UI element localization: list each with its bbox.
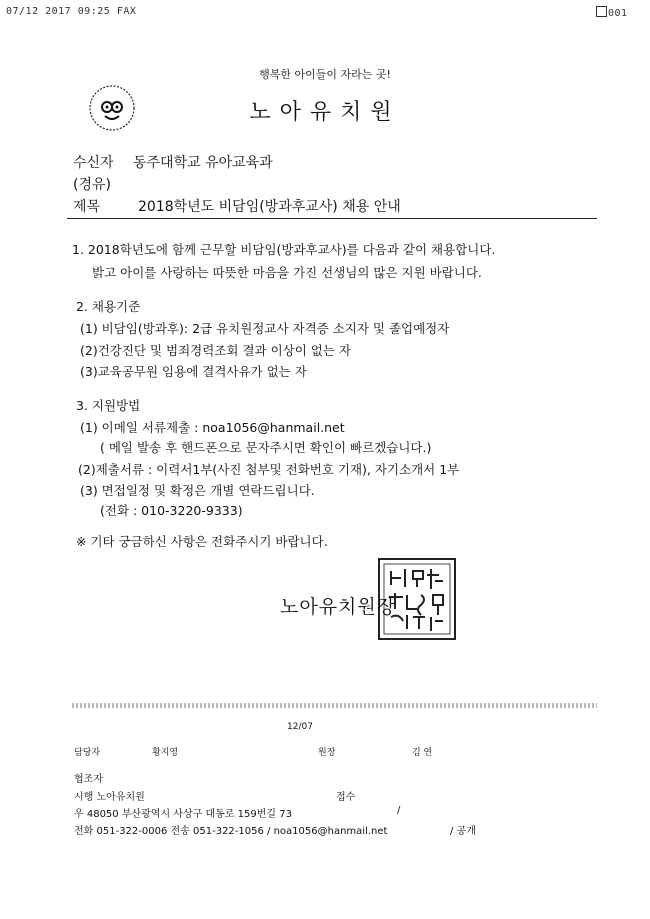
recipient: 동주대학교 유아교육과	[133, 155, 273, 171]
director-name: 김 연	[412, 748, 433, 758]
closing-note: ※ 기타 궁금하신 사항은 전화주시기 바랍니다.	[76, 534, 328, 549]
apply-item-2: (2)제출서류 : 이력서1부(사진 첨부및 전화번호 기재), 자기소개서 1부	[78, 462, 460, 477]
sender-signature: 노아유치원장	[280, 596, 397, 618]
section-3-title: 3. 지원방법	[76, 398, 141, 413]
apply-item-1: (1) 이메일 서류제출 : noa1056@hanmail.net	[80, 420, 345, 435]
intro-line-2: 밝고 아이를 사랑하는 따뜻한 마음을 가진 선생님의 많은 지원 바랍니다.	[92, 265, 482, 280]
disclosure-label: / 공개	[450, 826, 476, 837]
header-divider	[67, 218, 597, 219]
apply-phone: (전화 : 010-3220-9333)	[100, 503, 243, 518]
recipient-label: 수신자	[73, 155, 114, 171]
section-2-title: 2. 채용기준	[76, 299, 141, 314]
contact-line: 전화 051-322-0006 전송 051-322-1056 / noa1056@hanmail.net	[74, 826, 388, 837]
letterhead-slogan: 행복한 아이들이 자라는 곳!	[259, 68, 391, 81]
director-label: 원장	[318, 748, 336, 758]
subject: 2018학년도 비담임(방과후교사) 채용 안내	[138, 199, 401, 215]
fax-page-number: 001	[596, 6, 628, 19]
apply-item-3: (3) 면접일정 및 확정은 개별 연락드립니다.	[80, 483, 315, 498]
criteria-item-1: (1) 비담임(방과후): 2급 유치원정교사 자격증 소지자 및 졸업예정자	[80, 321, 450, 336]
fax-header: 07/12 2017 09:25 FAX	[6, 6, 137, 17]
subject-label: 제목	[73, 199, 101, 215]
drafter-name: 황지영	[152, 748, 179, 758]
criteria-item-3: (3)교육공무원 임용에 결격사유가 없는 자	[80, 364, 307, 379]
footer-date: 12/07	[287, 722, 313, 732]
address-line: 우 48050 부산광역시 사상구 대동로 159번길 73	[74, 809, 292, 820]
criteria-item-2: (2)건강진단 및 범죄경력조회 결과 이상이 없는 자	[80, 343, 351, 358]
intro-line-1: 1. 2018학년도에 함께 근무할 비담임(방과후교사)를 다음과 같이 채용합니다.	[72, 242, 496, 257]
address-slash: /	[397, 805, 401, 816]
received-label: 접수	[336, 792, 356, 803]
enforce-line: 시행 노아유치원	[74, 792, 145, 803]
fax-page-icon	[596, 6, 607, 17]
letterhead-title: 노아유치원	[249, 100, 401, 125]
via-label: (경유)	[73, 177, 111, 193]
apply-item-1-note: ( 메일 발송 후 핸드폰으로 문자주시면 확인이 빠르겠습니다.)	[100, 440, 432, 455]
drafter-label: 담당자	[74, 748, 101, 758]
footer-dotted-divider	[72, 703, 597, 708]
coop-label: 협조자	[74, 774, 103, 785]
